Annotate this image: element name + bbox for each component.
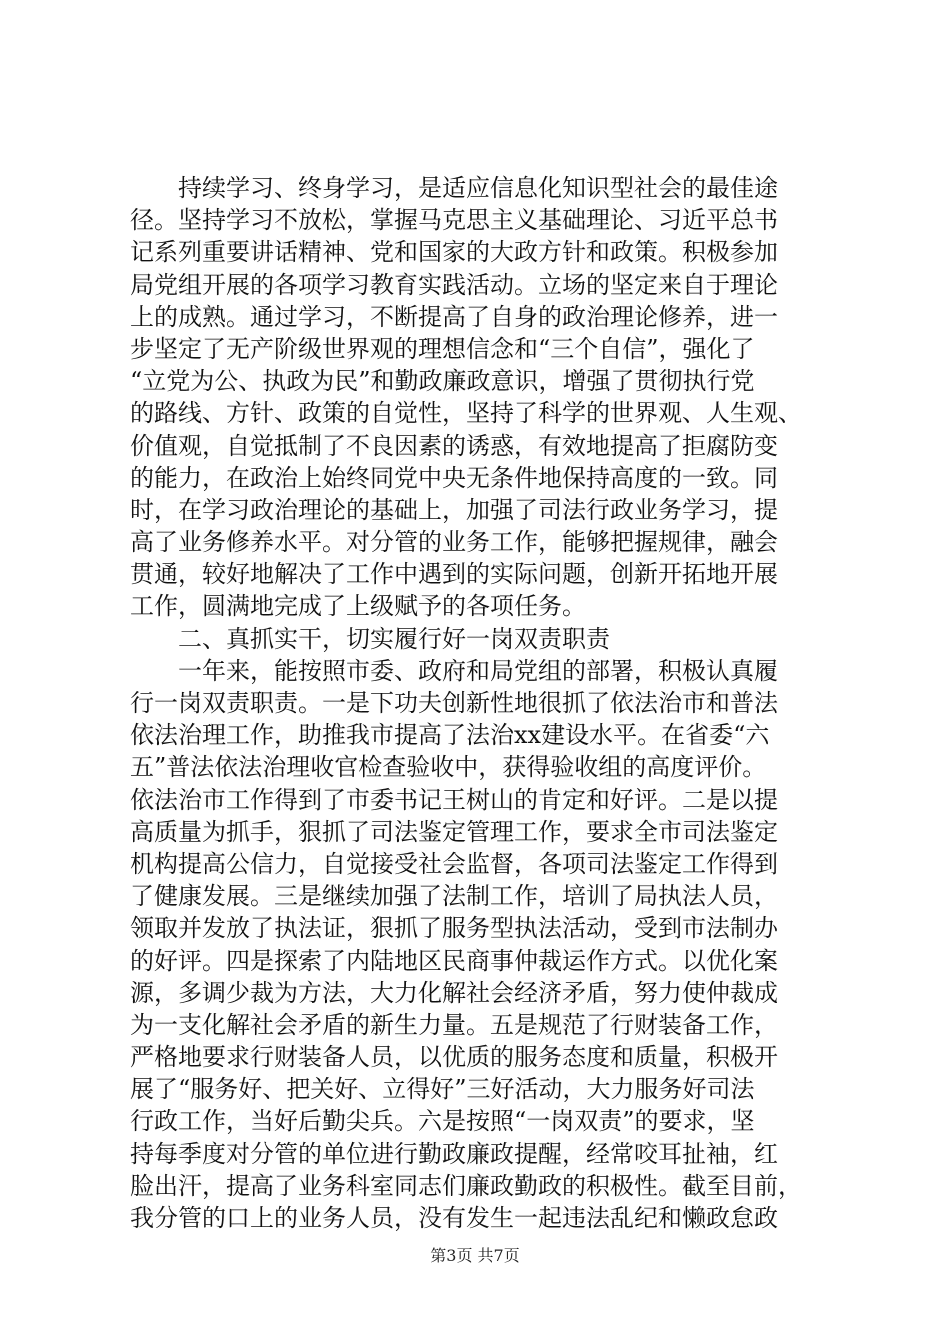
text-line: 一年来，能按照市委、政府和局党组的部署，积极认真履 (130, 656, 778, 685)
text-line: 二、真抓实干，切实履行好一岗双责职责 (130, 624, 610, 653)
text-line: 行政工作，当好后勤尖兵。六是按照“一岗双责”的要求，坚 (130, 1107, 755, 1136)
text-line: 依法治市工作得到了市委书记王树山的肯定和好评。二是以提 (130, 785, 778, 814)
text-line: 脸出汗，提高了业务科室同志们廉政勤政的积极性。截至目前， (130, 1171, 802, 1200)
body-text (130, 172, 830, 1234)
text-line: 严格地要求行财装备人员，以优质的服务态度和质量，积极开 (130, 1043, 778, 1072)
page-footer: 第3页 共7页 (430, 1246, 520, 1265)
text-line: 时，在学习政治理论的基础上，加强了司法行政业务学习，提 (130, 495, 778, 524)
text-line: 记系列重要讲话精神、党和国家的大政方针和政策。积极参加 (130, 238, 778, 267)
text-line: 步坚定了无产阶级世界观的理想信念和“三个自信”，强化了 (130, 334, 755, 363)
text-line: 持每季度对分管的单位进行勤政廉政提醒，经常咬耳扯袖，红 (130, 1139, 778, 1168)
text-line: 的能力，在政治上始终同党中央无条件地保持高度的一致。同 (130, 463, 778, 492)
text-line: 的路线、方针、政策的自觉性，坚持了科学的世界观、人生观、 (130, 399, 802, 428)
text-line: 的好评。四是探索了内陆地区民商事仲裁运作方式。以优化案 (130, 946, 778, 975)
text-line: 五”普法依法治理收官检查验收中，获得验收组的高度评价。 (130, 753, 767, 782)
text-line: 高了业务修养水平。对分管的业务工作，能够把握规律，融会 (130, 528, 778, 557)
text-line: 贯通，较好地解决了工作中遇到的实际问题，创新开拓地开展 (130, 560, 778, 589)
text-line: 我分管的口上的业务人员，没有发生一起违法乱纪和懒政怠政 (130, 1204, 778, 1232)
text-line: “立党为公、执政为民”和勤政廉政意识，增强了贯彻执行党 (130, 367, 755, 396)
text-line: 机构提高公信力，自觉接受社会监督，各项司法鉴定工作得到 (130, 849, 778, 878)
text-line: 展了“服务好、把关好、立得好”三好活动，大力服务好司法 (130, 1075, 755, 1104)
text-line: 领取并发放了执法证，狠抓了服务型执法活动，受到市法制办 (130, 914, 778, 943)
text-line: 高质量为抓手，狠抓了司法鉴定管理工作，要求全市司法鉴定 (130, 817, 778, 846)
text-line: 了健康发展。三是继续加强了法制工作，培训了局执法人员， (130, 882, 778, 911)
text-line: 源，多调少裁为方法，大力化解社会经济矛盾，努力使仲裁成 (130, 978, 778, 1007)
text-line: 上的成熟。通过学习，不断提高了自身的政治理论修养，进一 (130, 302, 778, 331)
text-line: 价值观，自觉抵制了不良因素的诱惑，有效地提高了拒腐防变 (130, 431, 778, 460)
text-line: 工作，圆满地完成了上级赋予的各项任务。 (130, 592, 586, 621)
text-line: 径。坚持学习不放松，掌握马克思主义基础理论、习近平总书 (130, 206, 778, 235)
text-line: 持续学习、终身学习，是适应信息化知识型社会的最佳途 (130, 174, 778, 202)
text-line: 依法治理工作，助推我市提高了法治xx建设水平。在省委“六 (130, 721, 770, 750)
text-line: 行一岗双责职责。一是下功夫创新性地很抓了依法治市和普法 (130, 689, 778, 717)
text-line: 为一支化解社会矛盾的新生力量。五是规范了行财装备工作， (130, 1010, 778, 1039)
text-line: 局党组开展的各项学习教育实践活动。立场的坚定来自于理论 (130, 270, 778, 299)
